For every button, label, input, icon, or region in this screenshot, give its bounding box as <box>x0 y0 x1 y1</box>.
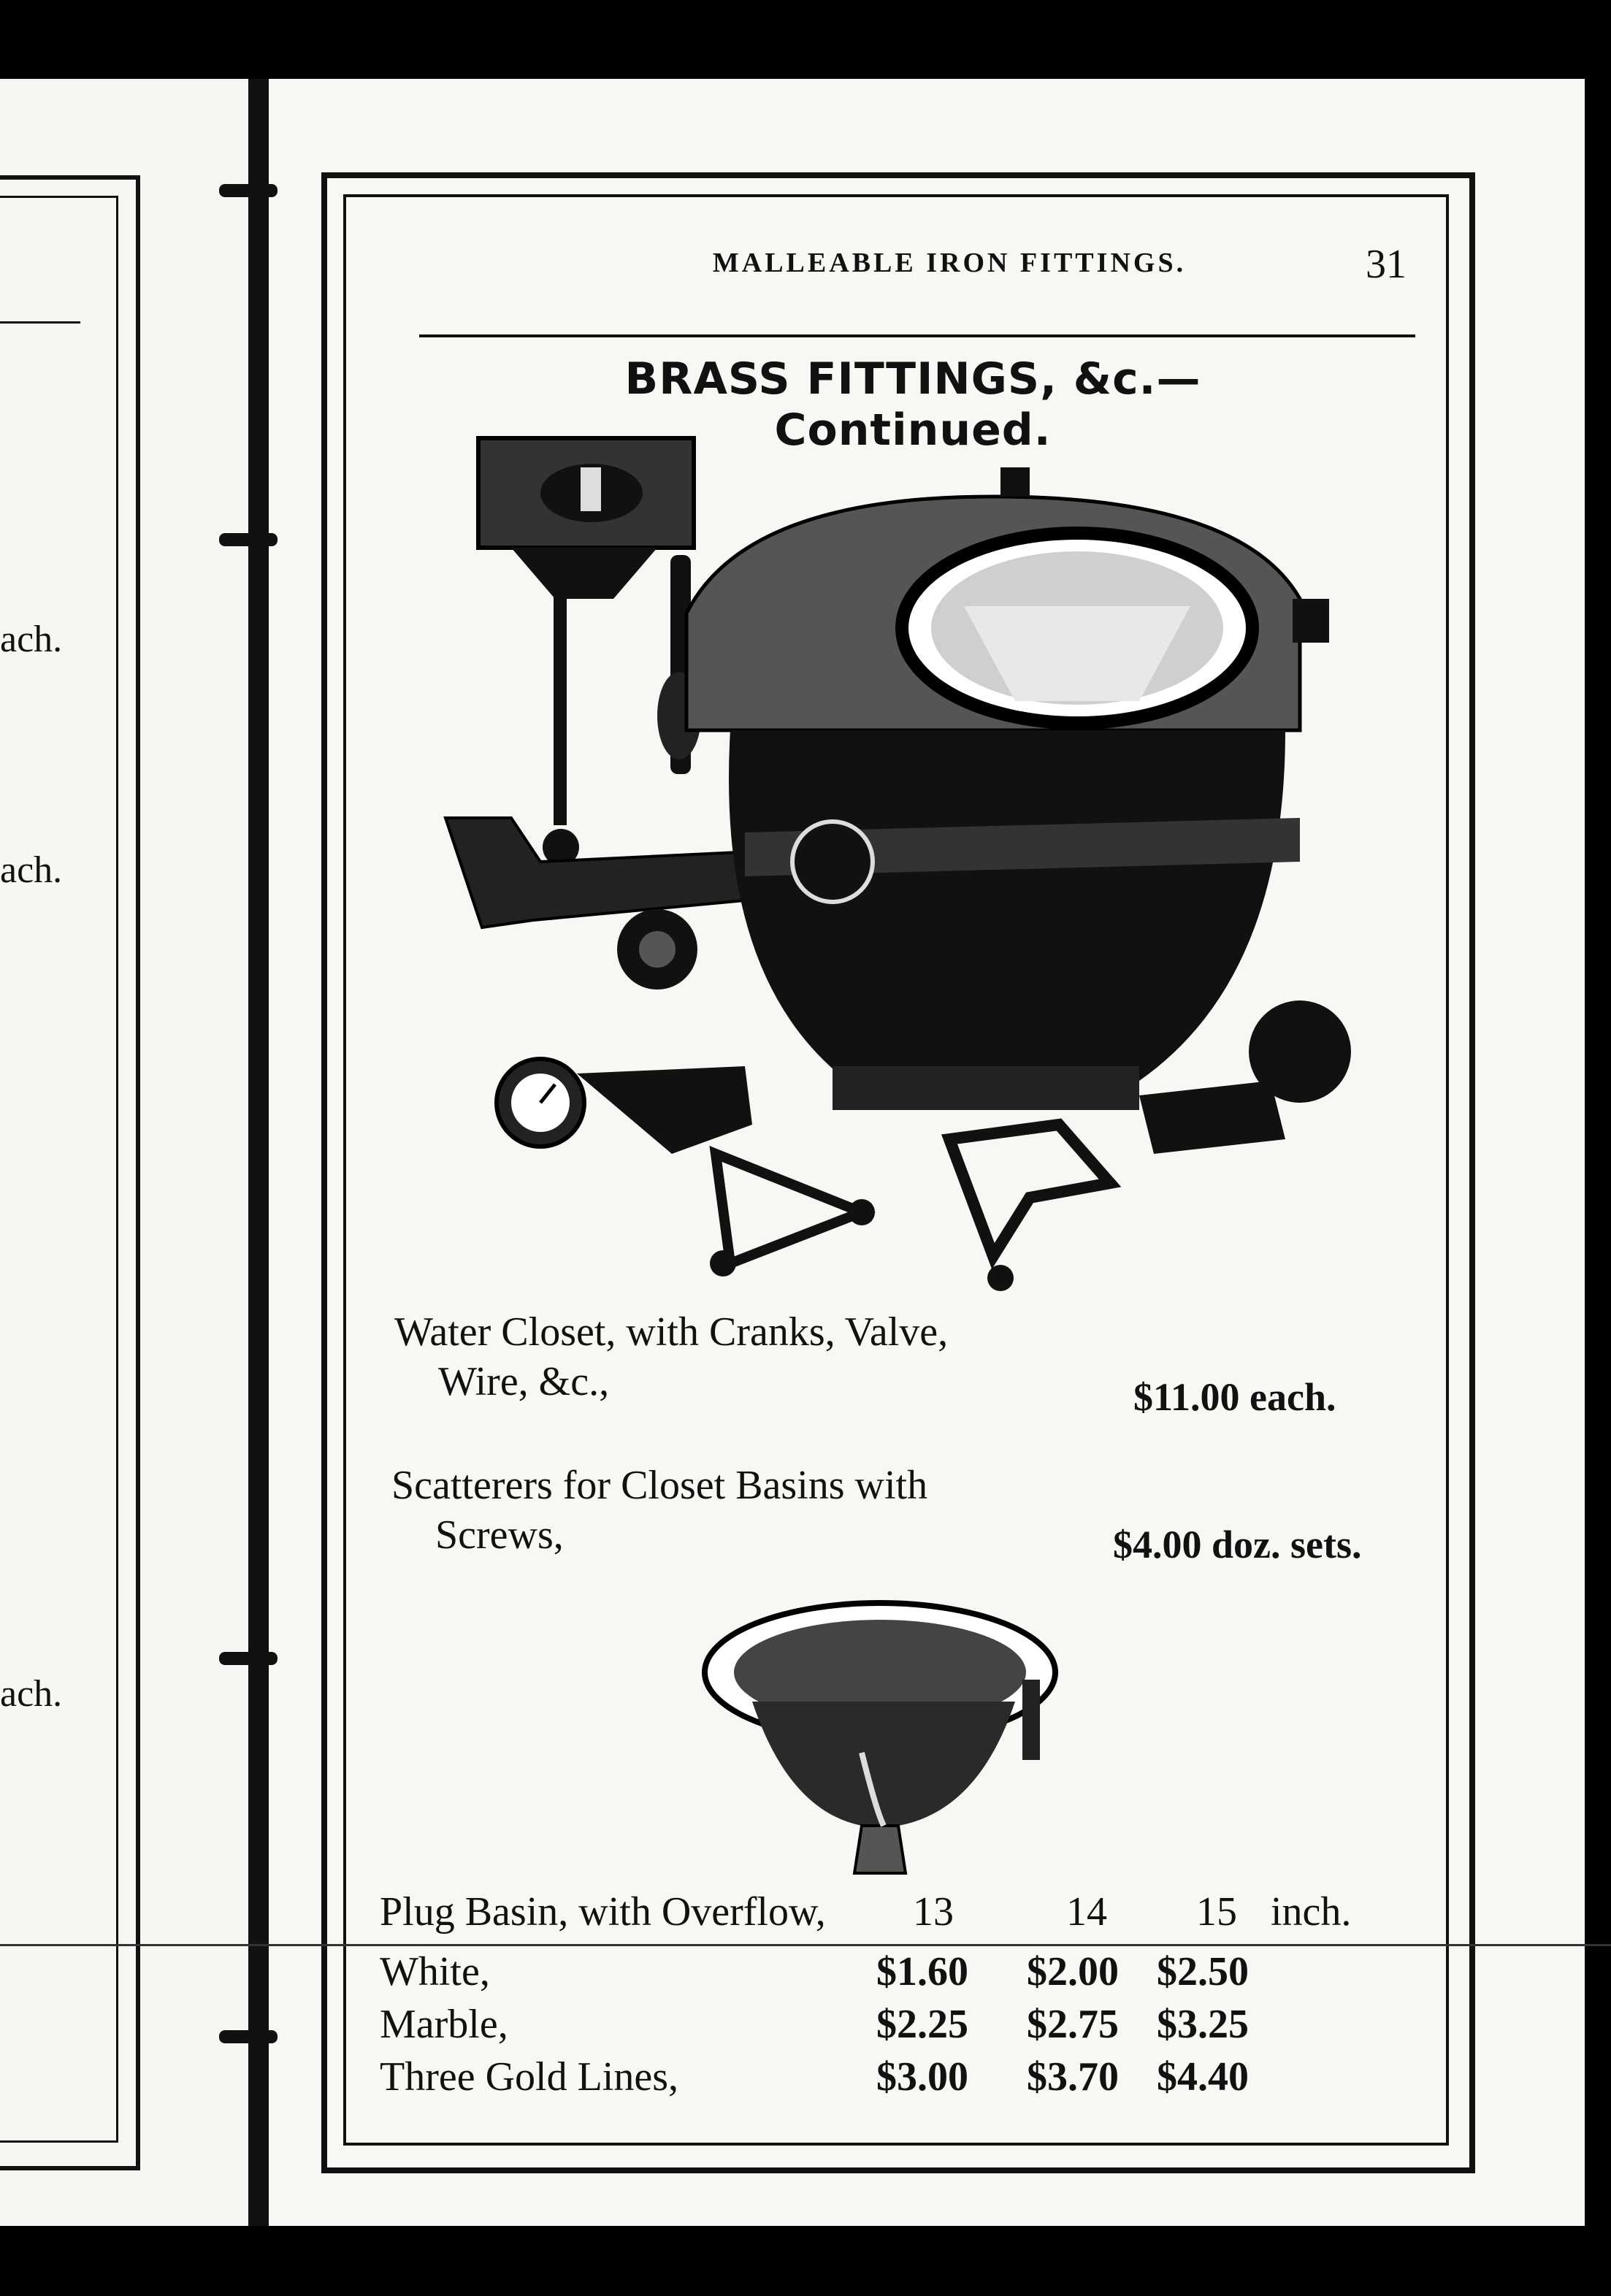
header-rule <box>419 334 1415 337</box>
price-cell: $4.40 <box>1157 2054 1249 2100</box>
table-row <box>380 1948 1402 2000</box>
item-description-line: Scatterers for Closet Basins with <box>391 1463 928 1508</box>
item-description-line: Water Closet, with Cranks, Valve, <box>394 1309 949 1355</box>
spine-stitch <box>219 533 278 546</box>
table-header-row <box>380 1889 1402 1940</box>
item-price: $11.00 each. <box>1133 1375 1336 1419</box>
finish-label: Marble, <box>380 2002 508 2047</box>
price-cell: $2.75 <box>1027 2002 1119 2047</box>
price-cell: $3.70 <box>1027 2054 1119 2100</box>
scan-line <box>0 1944 1611 1946</box>
table-row <box>380 2001 1402 2052</box>
size-unit: inch. <box>1271 1889 1352 1935</box>
spine-stitch <box>219 2030 278 2043</box>
section-title: BRASS FITTINGS, &c.—Continued. <box>624 353 1201 456</box>
page-number: 31 <box>1366 242 1407 287</box>
left-page-rule <box>0 321 80 324</box>
finish-label: Three Gold Lines, <box>380 2054 678 2100</box>
price-cell: $2.00 <box>1027 1949 1119 1994</box>
spine-stitch <box>219 1652 278 1665</box>
left-page-fragment: ach. <box>0 1673 63 1715</box>
price-cell: $2.50 <box>1157 1949 1249 1994</box>
finish-label: White, <box>380 1949 490 1994</box>
running-head: MALLEABLE IRON FITTINGS. <box>712 248 1187 278</box>
left-page-border-inner <box>0 196 118 2143</box>
plug-basin-illustration <box>701 1592 1081 1884</box>
book-spine <box>248 79 269 2226</box>
table-row <box>380 2054 1402 2105</box>
size-column-header: 15 <box>1196 1889 1237 1935</box>
spine-stitch <box>219 184 278 197</box>
price-cell: $2.25 <box>876 2002 968 2047</box>
table-header-label: Plug Basin, with Overflow, <box>380 1889 826 1935</box>
item-price: $4.00 doz. sets. <box>1113 1523 1362 1566</box>
price-cell: $1.60 <box>876 1949 968 1994</box>
size-column-header: 14 <box>1066 1889 1107 1935</box>
left-page-fragment: ach. <box>0 619 63 660</box>
water-closet-illustration <box>438 424 1388 1300</box>
price-cell: $3.25 <box>1157 2002 1249 2047</box>
size-column-header: 13 <box>913 1889 954 1935</box>
item-description-line: Screws, <box>435 1512 564 1558</box>
price-cell: $3.00 <box>876 2054 968 2100</box>
left-page-fragment: ach. <box>0 849 63 891</box>
item-description-line: Wire, &c., <box>438 1359 610 1404</box>
